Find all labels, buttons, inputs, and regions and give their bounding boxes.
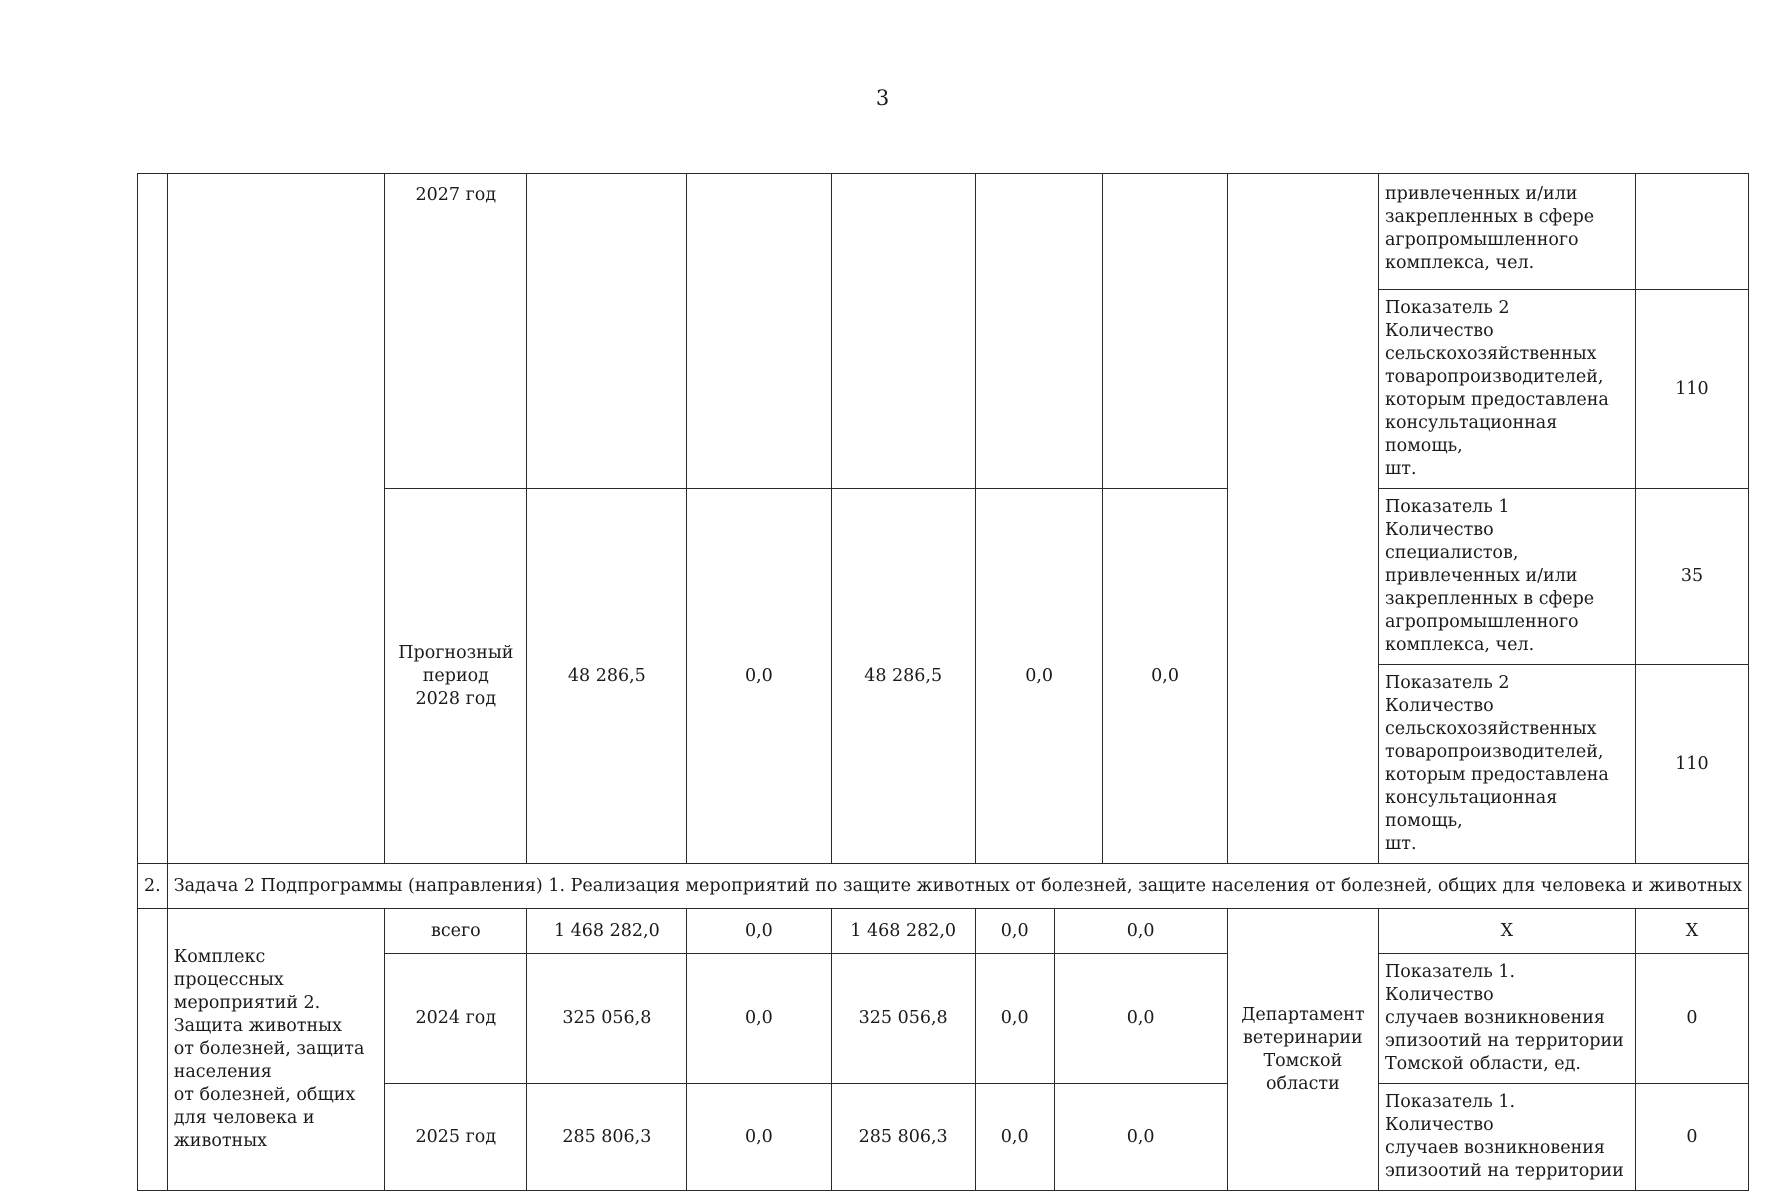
task-number: 2. [138, 864, 168, 909]
value-cell [1103, 174, 1227, 489]
complex-name-cell: Комплекс процессных мероприятий 2. Защита животных от болезней, защита населения от болезней, общих для человека и животных [167, 909, 385, 1191]
value-cell: 1 468 282,0 [831, 909, 975, 954]
measure-name-cell [167, 174, 385, 864]
executor-cell [1227, 174, 1378, 864]
indicator-cell: Показатель 1. Количество случаев возникновения эпизоотий на территории Томской области, ед. [1379, 954, 1636, 1084]
value-cell [975, 174, 1103, 489]
value-cell: 285 806,3 [527, 1084, 687, 1191]
number-cell [138, 174, 168, 864]
period-cell: Прогнозный период 2028 год [385, 489, 527, 864]
value-cell: 0,0 [1054, 1084, 1227, 1191]
value-cell [687, 174, 831, 489]
period-cell: 2027 год [385, 174, 527, 489]
value-cell: 0,0 [1054, 954, 1227, 1084]
indicator-cell: привлеченных и/или закрепленных в сфере агропромышленного комплекса, чел. [1379, 174, 1636, 290]
indicator-value-cell: 35 [1635, 489, 1748, 665]
value-cell: 325 056,8 [527, 954, 687, 1084]
value-cell [831, 174, 975, 489]
indicator-value-cell [1635, 174, 1748, 290]
value-cell: 48 286,5 [527, 489, 687, 864]
indicator-value-cell: 0 [1635, 954, 1748, 1084]
indicator-cell: Показатель 1. Количество случаев возникновения эпизоотий на территории [1379, 1084, 1636, 1191]
indicator-value-cell: 0 [1635, 1084, 1748, 1191]
period-cell: 2025 год [385, 1084, 527, 1191]
program-table [137, 173, 1749, 1191]
task-title: Задача 2 Подпрограммы (направления) 1. Реализация мероприятий по защите животных от болезней, защите населения от болезней, общих для человека и животных [167, 864, 1748, 909]
value-cell: 0,0 [687, 1084, 831, 1191]
value-cell: 0,0 [975, 954, 1054, 1084]
value-cell: 285 806,3 [831, 1084, 975, 1191]
value-cell: 0,0 [975, 909, 1054, 954]
task-row [138, 864, 1749, 909]
indicator-cell: Показатель 2 Количество сельскохозяйственных товаропроизводителей, которым предоставлена консультационная помощь, шт. [1379, 290, 1636, 489]
indicator-cell: Х [1379, 909, 1636, 954]
value-cell: 0,0 [1103, 489, 1227, 864]
indicator-value-cell: Х [1635, 909, 1748, 954]
table-row [138, 174, 1749, 290]
value-cell [527, 174, 687, 489]
value-cell: 0,0 [1054, 909, 1227, 954]
period-cell: всего [385, 909, 527, 954]
period-cell: 2024 год [385, 954, 527, 1084]
value-cell: 1 468 282,0 [527, 909, 687, 954]
value-cell: 0,0 [687, 954, 831, 1084]
value-cell: 0,0 [975, 489, 1103, 864]
value-cell: 0,0 [975, 1084, 1054, 1191]
executor-cell: Департамент ветеринарии Томской области [1227, 909, 1378, 1191]
value-cell: 0,0 [687, 909, 831, 954]
page-number: 3 [875, 86, 890, 110]
indicator-cell: Показатель 1 Количество специалистов, привлеченных и/или закрепленных в сфере агропромышленного комплекса, чел. [1379, 489, 1636, 665]
number-cell [138, 909, 168, 1191]
indicator-value-cell: 110 [1635, 290, 1748, 489]
value-cell: 0,0 [687, 489, 831, 864]
indicator-cell: Показатель 2 Количество сельскохозяйственных товаропроизводителей, которым предоставлена консультационная помощь, шт. [1379, 665, 1636, 864]
value-cell: 48 286,5 [831, 489, 975, 864]
table-row [138, 909, 1749, 954]
indicator-value-cell: 110 [1635, 665, 1748, 864]
value-cell: 325 056,8 [831, 954, 975, 1084]
